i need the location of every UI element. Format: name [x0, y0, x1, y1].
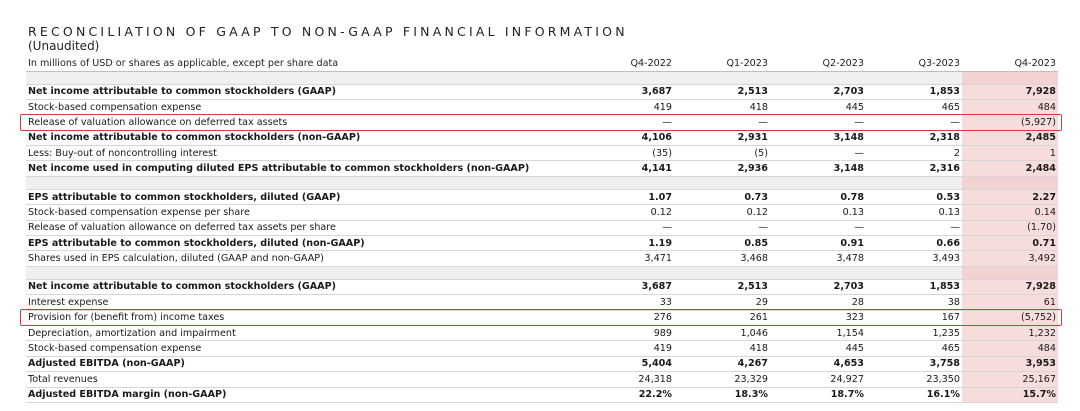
cell-value: 167 [866, 310, 962, 325]
table-row [26, 161, 1058, 176]
cell-value: — [674, 220, 770, 235]
cell-value: — [770, 220, 866, 235]
cell-value: 0.12 [674, 205, 770, 220]
cell-value: — [770, 146, 866, 161]
row-label: Shares used in EPS calculation, diluted (GAAP and non-GAAP) [26, 251, 578, 266]
cell-value: 15.7% [962, 387, 1058, 402]
cell-value: 33 [578, 295, 674, 310]
cell-value: 1,154 [770, 325, 866, 340]
cell-value: (5,752) [962, 310, 1058, 325]
cell-value: 2,485 [962, 130, 1058, 145]
row-label: Provision for (benefit from) income taxes [26, 310, 578, 325]
cell-value: 418 [674, 341, 770, 356]
cell-value: 2,318 [866, 130, 962, 145]
cell-value: 0.73 [674, 189, 770, 204]
cell-value: 7,928 [962, 279, 1058, 294]
cell-value: 1.19 [578, 236, 674, 251]
cell-value: 445 [770, 99, 866, 114]
table-row [26, 279, 1058, 294]
table-header-row [26, 57, 1058, 71]
cell-value: 0.66 [866, 236, 962, 251]
cell-value: 0.85 [674, 236, 770, 251]
cell-value: 3,953 [962, 356, 1058, 371]
cell-value: 25,167 [962, 372, 1058, 387]
cell-value: 419 [578, 99, 674, 114]
cell-value: 5,404 [578, 356, 674, 371]
report-subtitle: (Unaudited) [28, 39, 100, 53]
cell-value: 1.07 [578, 189, 674, 204]
row-label: EPS attributable to common stockholders, diluted (GAAP) [26, 189, 578, 204]
cell-value: 1,232 [962, 325, 1058, 340]
cell-value: 2,703 [770, 279, 866, 294]
cell-value: — [578, 220, 674, 235]
cell-value: 418 [674, 99, 770, 114]
row-label: Total revenues [26, 372, 578, 387]
cell-value: 0.13 [770, 205, 866, 220]
row-label: Stock-based compensation expense [26, 99, 578, 114]
table-row [26, 84, 1058, 99]
cell-value: 18.7% [770, 387, 866, 402]
cell-value: 465 [866, 341, 962, 356]
cell-value: 3,148 [770, 130, 866, 145]
column-header-q1-2023: Q1-2023 [674, 57, 770, 71]
cell-value: 4,141 [578, 161, 674, 176]
cell-value: 1,853 [866, 84, 962, 99]
cell-value: 4,653 [770, 356, 866, 371]
cell-value: 29 [674, 295, 770, 310]
row-label: EPS attributable to common stockholders, diluted (non-GAAP) [26, 236, 578, 251]
cell-value: 0.53 [866, 189, 962, 204]
cell-value: 2,703 [770, 84, 866, 99]
cell-value: 2,484 [962, 161, 1058, 176]
cell-value: 61 [962, 295, 1058, 310]
column-header-q4-2022: Q4-2022 [578, 57, 674, 71]
table-row [26, 387, 1058, 402]
reconciliation-table [26, 57, 1058, 403]
cell-value: 3,471 [578, 251, 674, 266]
row-label: Stock-based compensation expense per share [26, 205, 578, 220]
cell-value: 1 [962, 146, 1058, 161]
cell-value: 1,046 [674, 325, 770, 340]
cell-value: 38 [866, 295, 962, 310]
cell-value: 3,492 [962, 251, 1058, 266]
row-label: Less: Buy-out of noncontrolling interest [26, 146, 578, 161]
column-header-q2-2023: Q2-2023 [770, 57, 866, 71]
table-row [26, 236, 1058, 251]
cell-value: 2,936 [674, 161, 770, 176]
table-row [26, 372, 1058, 387]
cell-value: 323 [770, 310, 866, 325]
table-row [26, 251, 1058, 266]
table-body [26, 71, 1058, 402]
cell-value: 989 [578, 325, 674, 340]
cell-value: — [770, 115, 866, 130]
cell-value: 0.78 [770, 189, 866, 204]
cell-value: 18.3% [674, 387, 770, 402]
cell-value: 4,106 [578, 130, 674, 145]
row-label: Net income attributable to common stockholders (GAAP) [26, 279, 578, 294]
row-label: Adjusted EBITDA (non-GAAP) [26, 356, 578, 371]
cell-value: (1.70) [962, 220, 1058, 235]
cell-value: 0.14 [962, 205, 1058, 220]
cell-value: 3,493 [866, 251, 962, 266]
cell-value: 22.2% [578, 387, 674, 402]
table-row [26, 99, 1058, 114]
units-note: In millions of USD or shares as applicable, except per share data [26, 57, 578, 71]
column-header-q4-2023: Q4-2023 [962, 57, 1058, 71]
cell-value: 4,267 [674, 356, 770, 371]
cell-value: 16.1% [866, 387, 962, 402]
table-row [26, 115, 1058, 130]
cell-value: 276 [578, 310, 674, 325]
cell-value: 0.13 [866, 205, 962, 220]
cell-value: 484 [962, 341, 1058, 356]
table-row [26, 295, 1058, 310]
cell-value: 445 [770, 341, 866, 356]
cell-value: 2,513 [674, 279, 770, 294]
cell-value: — [674, 115, 770, 130]
cell-value: (5,927) [962, 115, 1058, 130]
cell-value: 24,318 [578, 372, 674, 387]
cell-value: (35) [578, 146, 674, 161]
cell-value: — [578, 115, 674, 130]
table-row [26, 341, 1058, 356]
table-row [26, 189, 1058, 204]
cell-value: 3,758 [866, 356, 962, 371]
row-label: Net income attributable to common stockholders (non-GAAP) [26, 130, 578, 145]
cell-value: 2 [866, 146, 962, 161]
cell-value: 3,478 [770, 251, 866, 266]
cell-value: 2,931 [674, 130, 770, 145]
row-label: Net income attributable to common stockholders (GAAP) [26, 84, 578, 99]
column-header-q3-2023: Q3-2023 [866, 57, 962, 71]
section-spacer [26, 71, 1058, 84]
section-spacer [26, 266, 1058, 279]
cell-value: 3,687 [578, 279, 674, 294]
cell-value: 1,853 [866, 279, 962, 294]
section-spacer [26, 176, 1058, 189]
cell-value: 3,687 [578, 84, 674, 99]
cell-value: 261 [674, 310, 770, 325]
cell-value: 0.12 [578, 205, 674, 220]
cell-value: 2,513 [674, 84, 770, 99]
cell-value: — [866, 115, 962, 130]
row-label: Release of valuation allowance on deferred tax assets [26, 115, 578, 130]
cell-value: 3,468 [674, 251, 770, 266]
row-label: Stock-based compensation expense [26, 341, 578, 356]
cell-value: — [866, 220, 962, 235]
cell-value: 0.71 [962, 236, 1058, 251]
table-row [26, 220, 1058, 235]
cell-value: 419 [578, 341, 674, 356]
cell-value: 484 [962, 99, 1058, 114]
row-label: Interest expense [26, 295, 578, 310]
cell-value: 28 [770, 295, 866, 310]
cell-value: 23,329 [674, 372, 770, 387]
row-label: Depreciation, amortization and impairment [26, 325, 578, 340]
cell-value: 1,235 [866, 325, 962, 340]
cell-value: 3,148 [770, 161, 866, 176]
report-title: RECONCILIATION OF GAAP TO NON-GAAP FINANCIAL INFORMATION [28, 24, 628, 39]
row-label: Adjusted EBITDA margin (non-GAAP) [26, 387, 578, 402]
table-row [26, 310, 1058, 325]
cell-value: 465 [866, 99, 962, 114]
table-row [26, 325, 1058, 340]
cell-value: 23,350 [866, 372, 962, 387]
row-label: Release of valuation allowance on deferred tax assets per share [26, 220, 578, 235]
cell-value: 7,928 [962, 84, 1058, 99]
table-row [26, 205, 1058, 220]
table-row [26, 146, 1058, 161]
cell-value: 2.27 [962, 189, 1058, 204]
cell-value: 24,927 [770, 372, 866, 387]
cell-value: (5) [674, 146, 770, 161]
table-row [26, 356, 1058, 371]
cell-value: 2,316 [866, 161, 962, 176]
cell-value: 0.91 [770, 236, 866, 251]
table-row [26, 130, 1058, 145]
row-label: Net income used in computing diluted EPS attributable to common stockholders (non-GAAP) [26, 161, 578, 176]
